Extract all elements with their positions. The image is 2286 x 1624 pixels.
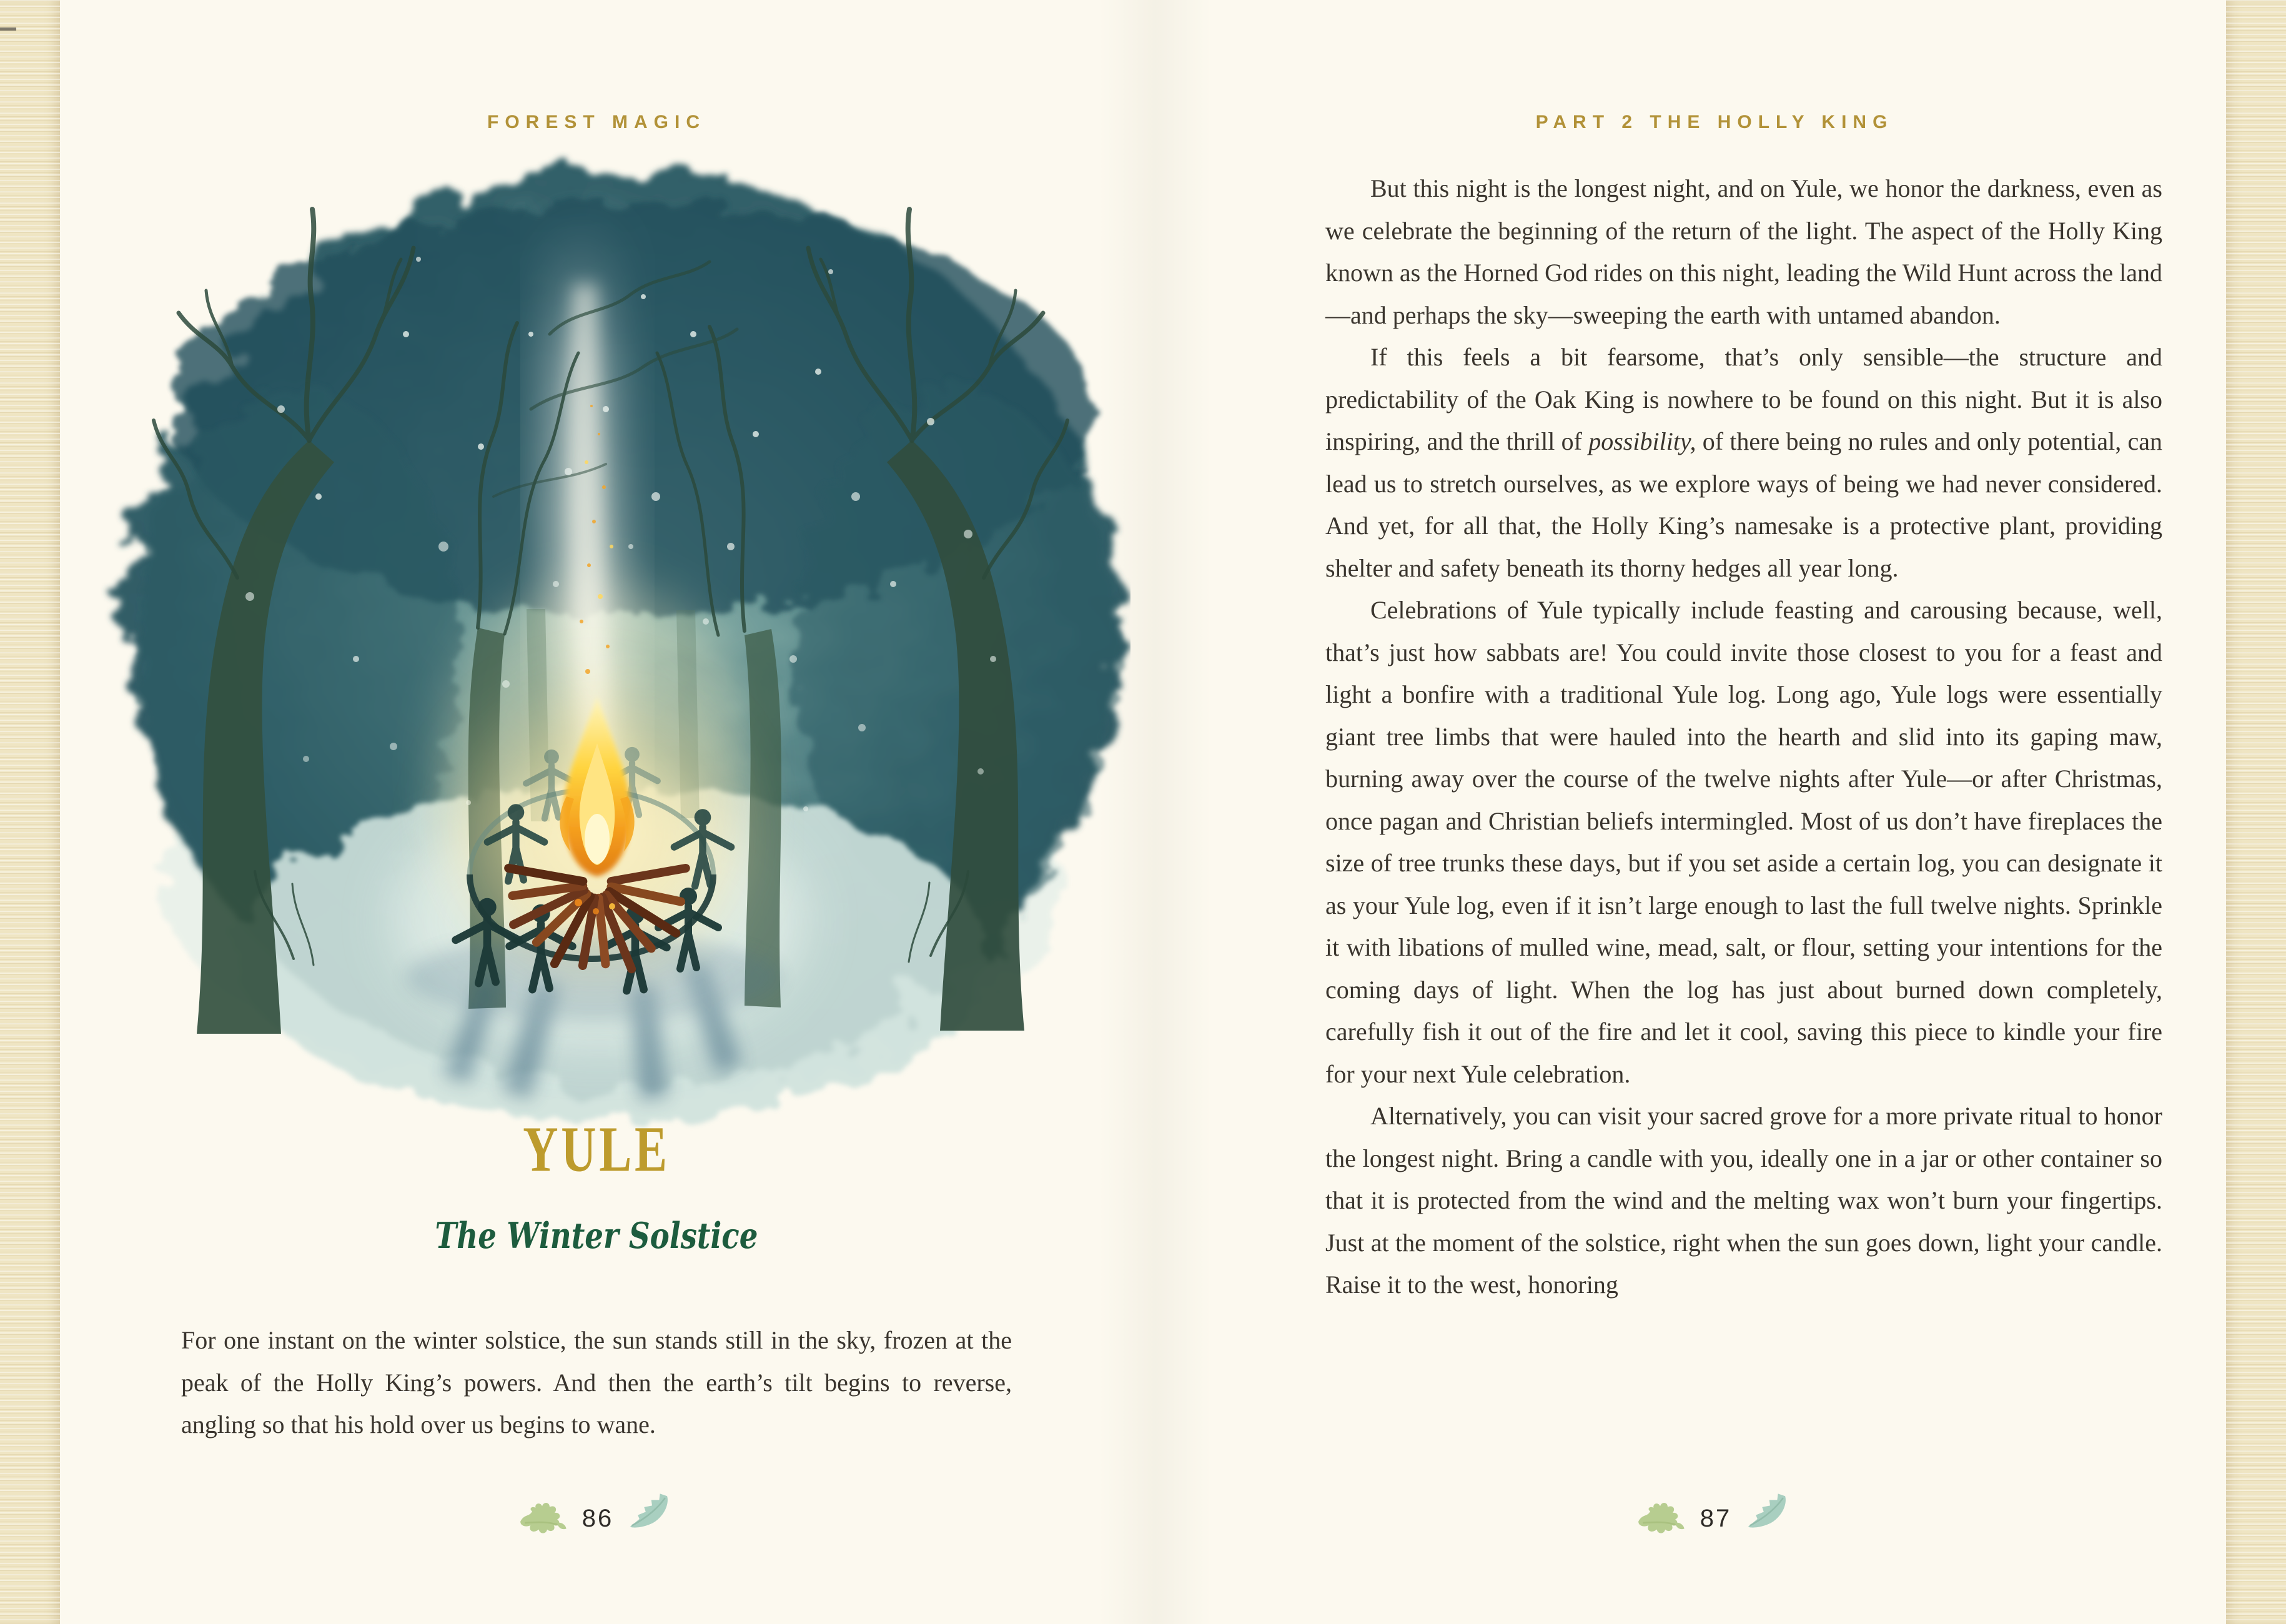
- body-paragraph: If this feels a bit fearsome, that’s only sensible—the structure and predictability of the Oak King is nowhere to be found on this night. But it is also inspiring, and the thrill of possibility, of there being no rules and only potential, can lead us to stretch ourselves, as we explore ways of being we had never considered. And yet, for all that, the Holly King’s namesake is a protective plant, providing shelter and safety beneath its thorny hedges all year long.: [1325, 343, 2163, 582]
- chapter-subtitle: The Winter Solstice: [435, 1215, 758, 1257]
- italic-emphasis: possibility,: [1588, 427, 1696, 455]
- page-number: 87: [1700, 1504, 1732, 1532]
- oak-leaf-icon: [517, 1498, 567, 1535]
- yule-bonfire-illustration: [94, 147, 1131, 1134]
- body-paragraph: For one instant on the winter solstice, the sun stands still in the sky, frozen at the peak of the Holly King’s powers. And then the earth’s tilt begins to reverse, angling so that his hold over us begins to wane.: [181, 1326, 1012, 1438]
- left-page-body: [181, 1319, 1012, 1446]
- right-page-body: [1325, 167, 2162, 1306]
- chapter-title: YULE: [523, 1112, 670, 1186]
- body-paragraph: Celebrations of Yule typically include feasting and carousing because, well, that’s just how sabbats are! You could invite those closest to you for a feast and light a bonfire with a traditional Yule log. Long ago, Yule logs were essentially giant tree limbs that were hauled into the hearth and slid into its gaping maw, burning away over the course of the twelve nights after Yule—or after Christmas, once pagan and Christian beliefs intermingled. Most of us don’t have fireplaces the size of tree trunks these days, but if you set aside a certain log, you can designate it as your Yule log, even if it isn’t large enough to last the full twelve nights. Sprinkle it with libations of mulled wine, mead, salt, or flour, setting your intentions for the coming days of light. When the log has just about burned down completely, carefully fish it out of the fire and let it cool, saving this piece to kindle your fire for your next Yule celebration.: [1325, 596, 2162, 1088]
- running-header-left: FOREST MAGIC: [487, 112, 706, 132]
- scan-artifact: [0, 27, 16, 31]
- right-page-footer: [1299, 1494, 2130, 1539]
- body-paragraph: But this night is the longest night, and on Yule, we honor the darkness, even as we celebrate the beginning of the return of the light. The aspect of the Holly King known as the Horned God rides on this night, leading the Wild Hunt across the land—and perhaps the sky—sweeping the earth with untamed abandon.: [1325, 174, 2162, 329]
- left-page-footer: [181, 1494, 1012, 1539]
- page-edge-left: [0, 0, 60, 1624]
- paper-texture: [2226, 0, 2286, 1624]
- oak-leaf-icon: [1635, 1498, 1685, 1535]
- page-number: 86: [581, 1504, 614, 1532]
- holly-leaf-icon: [1746, 1490, 1794, 1530]
- paper-texture: [0, 0, 60, 1624]
- running-header-right: PART 2 THE HOLLY KING: [1535, 112, 1894, 132]
- holly-leaf-icon: [628, 1490, 676, 1530]
- page-edge-right: [2226, 0, 2286, 1624]
- body-paragraph: Alternatively, you can visit your sacred grove for a more private ritual to honor the longest night. Bring a candle with you, ideally one in a jar or other container so that it is protected from the wind and the melting wax won’t burn your fingertips. Just at the moment of the solstice, right when the sun goes down, light your candle. Raise it to the west, honoring: [1325, 1102, 2162, 1299]
